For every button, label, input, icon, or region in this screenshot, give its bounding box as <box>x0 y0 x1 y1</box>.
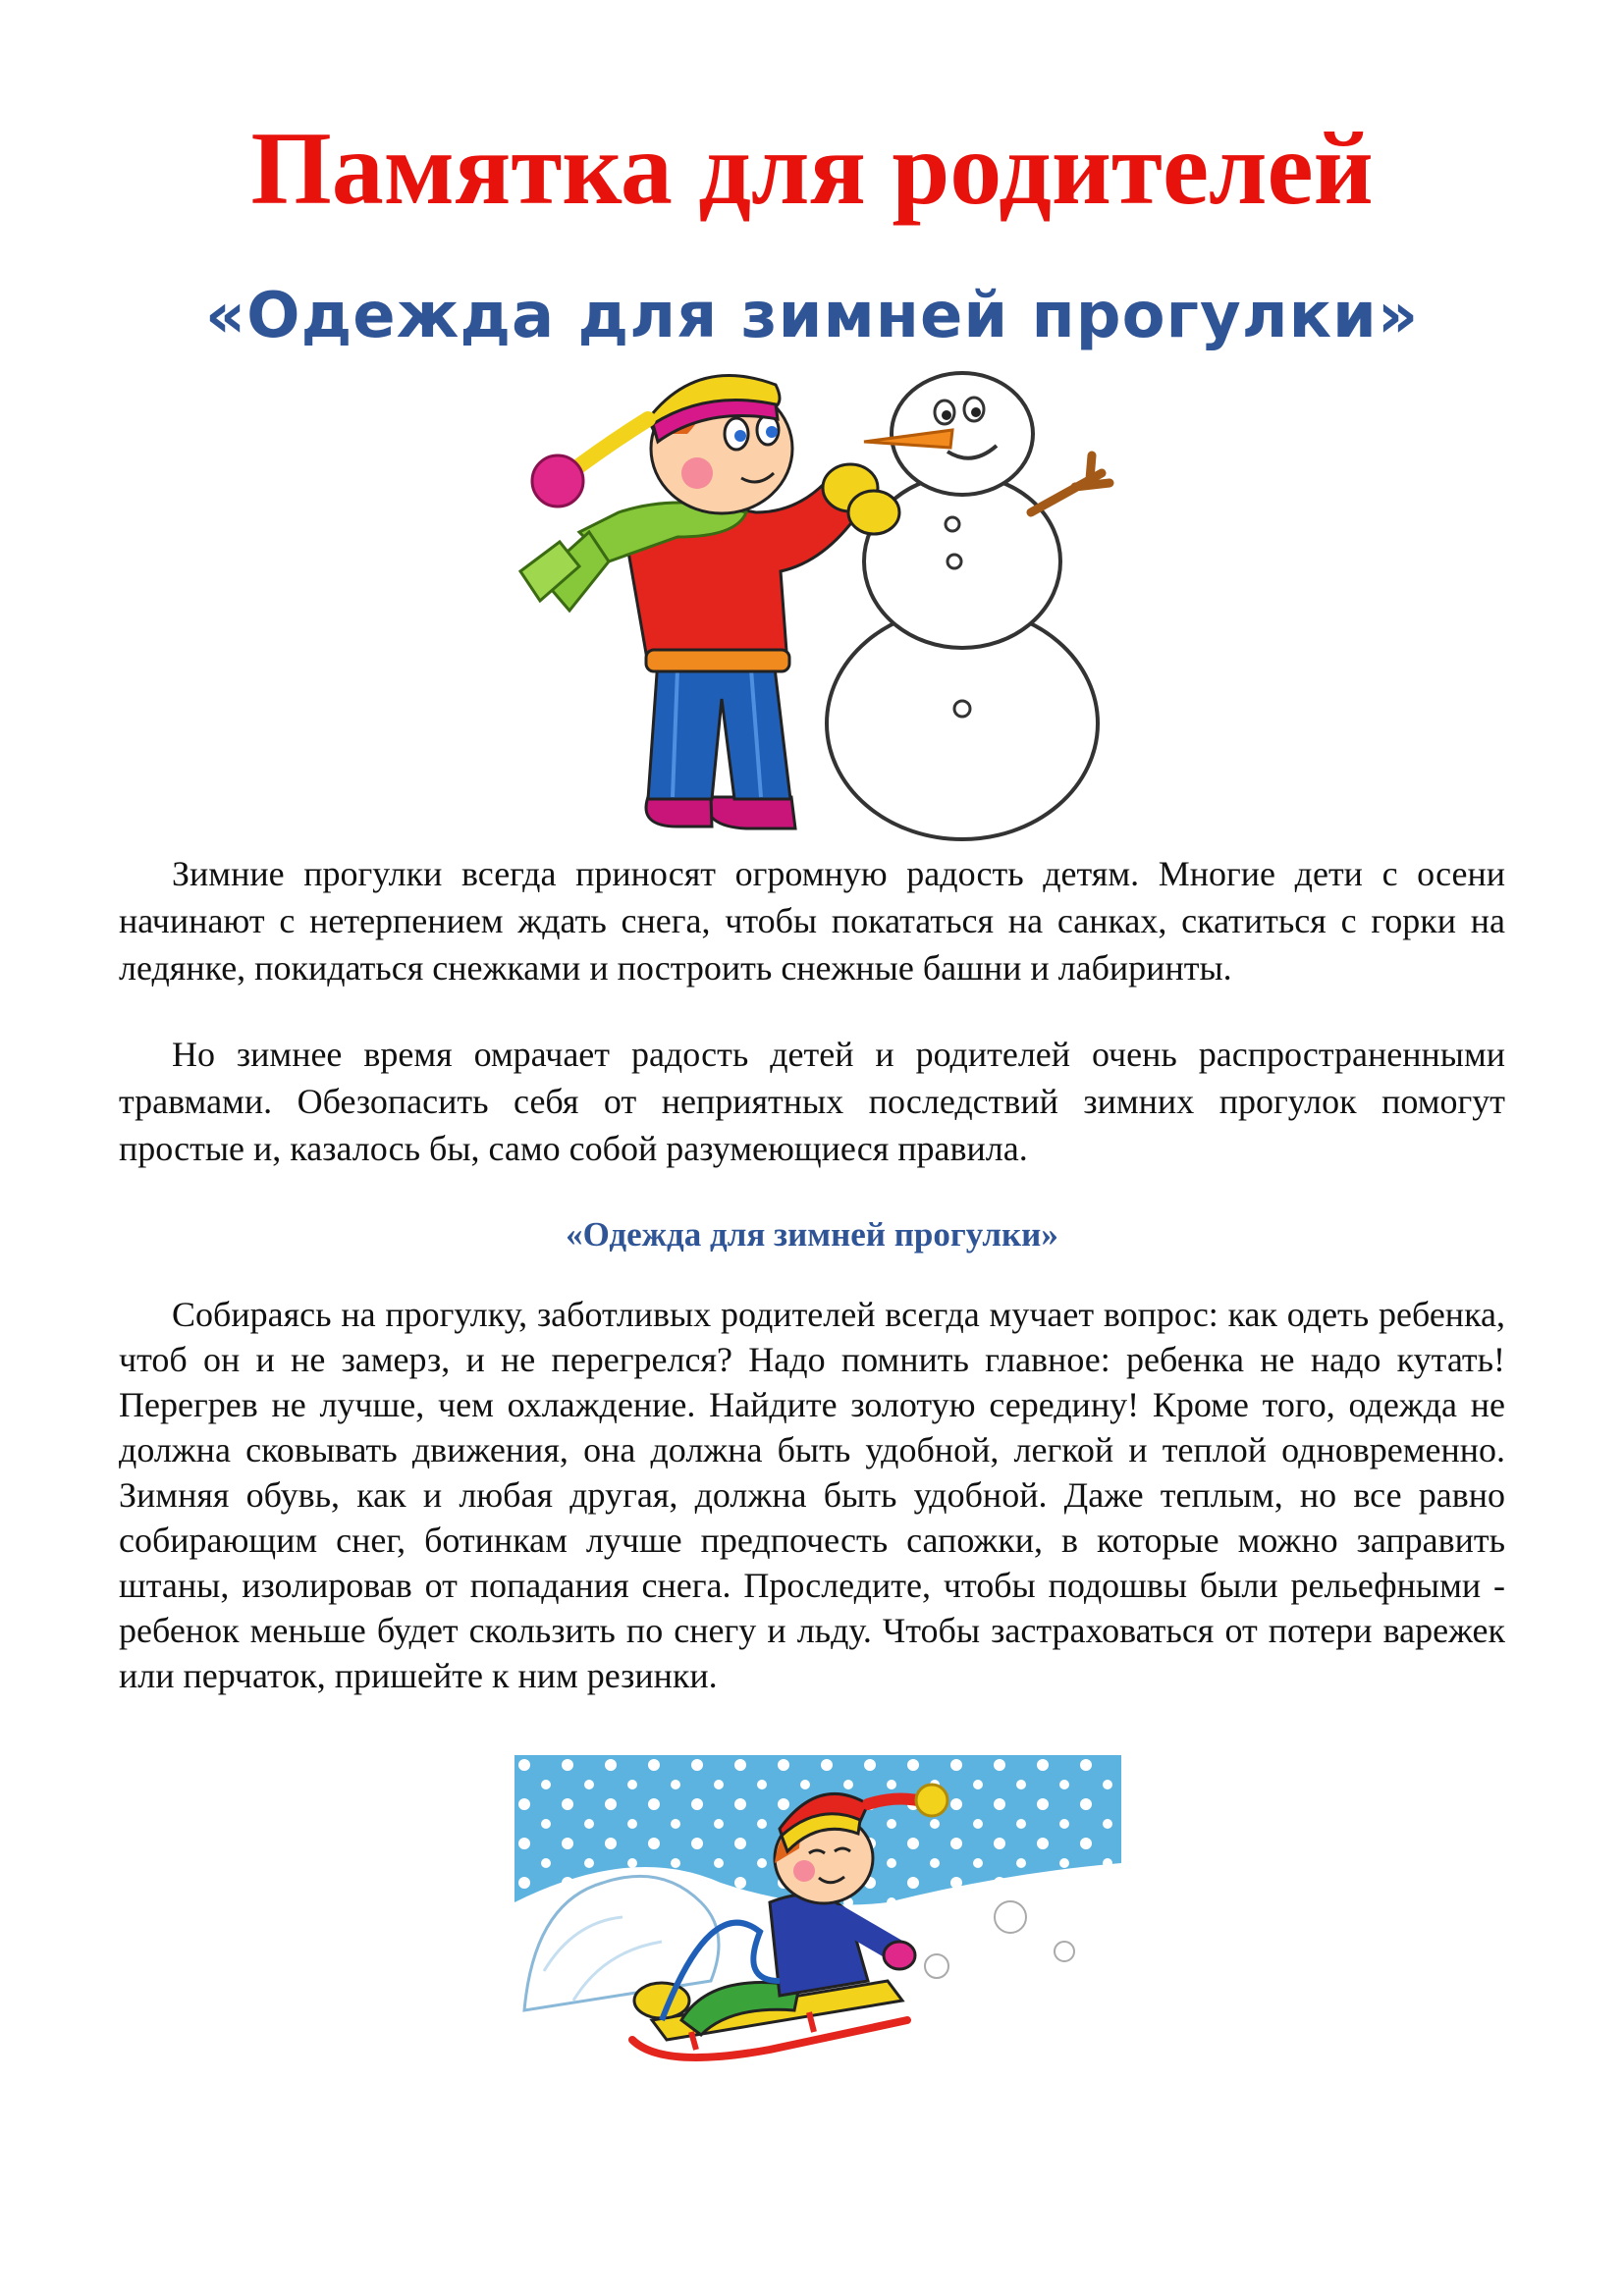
paragraph-safety: Но зимнее время омрачает радость детей и родителей очень распространенными травмами. Обезопасить себя от неприятных последствий зимних прогулок помогут простые и, казалось бы, само собой разумеющиеся правила. <box>119 1035 1505 1168</box>
section-heading: «Одежда для зимней прогулки» <box>566 1215 1058 1254</box>
boy-on-sled-illustration <box>514 1755 1121 2095</box>
paragraph-clothing: Собираясь на прогулку, заботливых родителей всегда мучает вопрос: как одеть ребенка, чтоб он и не замерз, и не перегрелся? Надо помнить главное: ребенка не надо кутать! Перегрев не лучше, чем охлаждение. Найдите золотую середину! Кроме того, одежда не должна сковывать движения, она должна быть удобной, легкой и теплой одновременно. Зимняя обувь, как и любая другая, должна быть удобной. Даже теплым, но все равно собирающим снег, ботинкам лучше предпочесть сапожки, в которые можно заправить штаны, изолировав от попадания снега. Проследите, чтобы подошвы были рельефными - ребенок меньше будет скользить по снегу и льду. Чтобы застраховаться от потери варежек или перчаток, пришейте к ним резинки. <box>119 1295 1505 1695</box>
boy-with-snowman-illustration <box>501 365 1139 846</box>
page-subtitle: «Одежда для зимней прогулки» <box>204 280 1420 352</box>
page-title: Памятка для родителей <box>250 111 1374 226</box>
paragraph-intro: Зимние прогулки всегда приносят огромную радость детям. Многие дети с осени начинают с нетерпением ждать снега, чтобы покататься на санках, скатиться с горки на ледянке, покидаться снежками и построить снежные башни и лабиринты. <box>119 854 1505 988</box>
